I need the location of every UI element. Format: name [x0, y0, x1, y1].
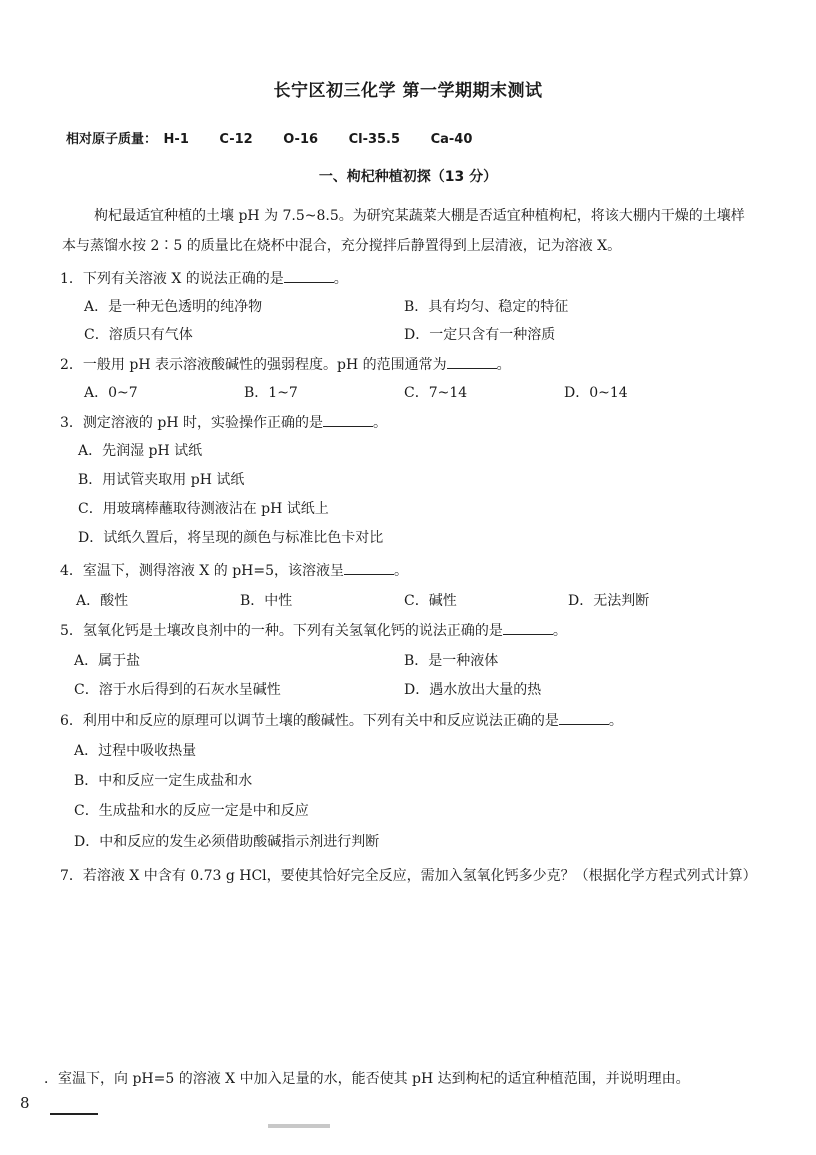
- question-end: 。: [333, 271, 348, 287]
- question-5-option-c: C．溶于水后得到的石灰水呈碱性: [74, 682, 281, 698]
- question-4-option-b: B．中性: [240, 593, 293, 609]
- question-5-option-a: A．属于盐: [74, 653, 141, 669]
- question-7: 7．若溶液 X 中含有 0.73 g HCl，要使其恰好完全反应，需加入氢氧化钙多少克？（根据化学方程式列式计算）: [60, 868, 757, 884]
- question-1-option-b: B．具有均匀、稳定的特征: [404, 299, 569, 315]
- relative-atomic-masses: [66, 128, 498, 147]
- exam-title: 长宁区初三化学 第一学期期末测试: [273, 81, 543, 101]
- question-3-option-d: D．试纸久置后，将呈现的颜色与标准比色卡对比: [78, 530, 384, 546]
- question-1-stem: 1．下列有关溶液 X 的说法正确的是: [60, 271, 284, 287]
- question-end: 。: [552, 623, 567, 639]
- question-3-option-a: A．先润湿 pH 试纸: [78, 443, 203, 459]
- question-6-option-d: D．中和反应的发生必须借助酸碱指示剂进行判断: [74, 834, 380, 850]
- question-4-option-d: D．无法判断: [568, 593, 650, 609]
- answer-line: [50, 1113, 98, 1115]
- question-3-option-b: B．用试管夹取用 pH 试纸: [78, 472, 245, 488]
- question-6-option-c: C．生成盐和水的反应一定是中和反应: [74, 803, 309, 819]
- question-2-option-d: D．0~14: [564, 385, 628, 401]
- section-heading: 一、枸杞种植初探（13 分）: [318, 169, 498, 185]
- question-8: ．室温下，向 pH=5 的溶液 X 中加入足量的水，能否使其 pH 达到枸杞的适宜种植范围，并说明理由。: [44, 1071, 690, 1087]
- question-end: 。: [372, 415, 387, 431]
- question-2-stem: 2．一般用 pH 表示溶液酸碱性的强弱程度。pH 的范围通常为: [60, 357, 447, 373]
- question-6-stem: 6．利用中和反应的原理可以调节土壤的酸碱性。下列有关中和反应说法正确的是: [60, 713, 559, 729]
- question-2-option-a: A．0~7: [84, 385, 138, 401]
- mass-ca: Ca-40: [430, 132, 473, 147]
- question-6: [60, 710, 623, 730]
- question-3-stem: 3．测定溶液的 pH 时，实验操作正确的是: [60, 415, 323, 431]
- scan-smudge: [268, 1124, 330, 1128]
- question-5: [60, 620, 567, 640]
- question-5-option-d: D．遇水放出大量的热: [404, 682, 542, 698]
- mass-o: O-16: [283, 132, 319, 147]
- question-4-stem: 4．室温下，测得溶液 X 的 pH=5，该溶液呈: [60, 563, 345, 579]
- question-6-option-a: A．过程中吸收热量: [74, 743, 197, 759]
- question-number-8: 8: [20, 1094, 30, 1112]
- question-3-option-c: C．用玻璃棒蘸取待测液沾在 pH 试纸上: [78, 501, 329, 517]
- question-3: [60, 412, 387, 432]
- answer-blank: [559, 710, 609, 725]
- question-6-option-b: B．中和反应一定生成盐和水: [74, 773, 253, 789]
- question-end: 。: [608, 713, 623, 729]
- mass-h: H-1: [163, 132, 189, 147]
- intro-paragraph: 枸杞最适宜种植的土壤 pH 为 7.5~8.5。为研究某蔬菜大棚是否适宜种植枸杞，将该大棚内干燥的土壤样本与蒸馏水按 2∶5 的质量比在烧杯中混合，充分搅拌后静置得到上层清液，记为溶液 X。: [62, 208, 745, 254]
- answer-blank: [447, 354, 497, 369]
- question-2-option-b: B．1~7: [244, 385, 298, 401]
- masses-label: 相对原子质量：: [66, 132, 158, 147]
- question-4-option-a: A．酸性: [76, 593, 129, 609]
- question-1-option-c: C．溶质只有气体: [84, 327, 193, 343]
- question-5-stem: 5．氢氧化钙是土壤改良剂中的一种。下列有关氢氧化钙的说法正确的是: [60, 623, 503, 639]
- question-end: 。: [394, 563, 409, 579]
- question-1-option-a: A．是一种无色透明的纯净物: [84, 299, 263, 315]
- answer-blank: [284, 268, 334, 283]
- question-2: [60, 354, 511, 374]
- question-end: 。: [496, 357, 511, 373]
- answer-blank: [344, 560, 394, 575]
- question-2-option-c: C．7~14: [404, 385, 468, 401]
- question-5-option-b: B．是一种液体: [404, 653, 499, 669]
- mass-cl: Cl-35.5: [348, 132, 401, 147]
- answer-blank: [323, 412, 373, 427]
- question-4: [60, 560, 408, 580]
- mass-c: C-12: [219, 132, 253, 147]
- question-1-option-d: D．一定只含有一种溶质: [404, 327, 556, 343]
- answer-blank: [503, 620, 553, 635]
- question-1: [60, 268, 348, 288]
- question-4-option-c: C．碱性: [404, 593, 457, 609]
